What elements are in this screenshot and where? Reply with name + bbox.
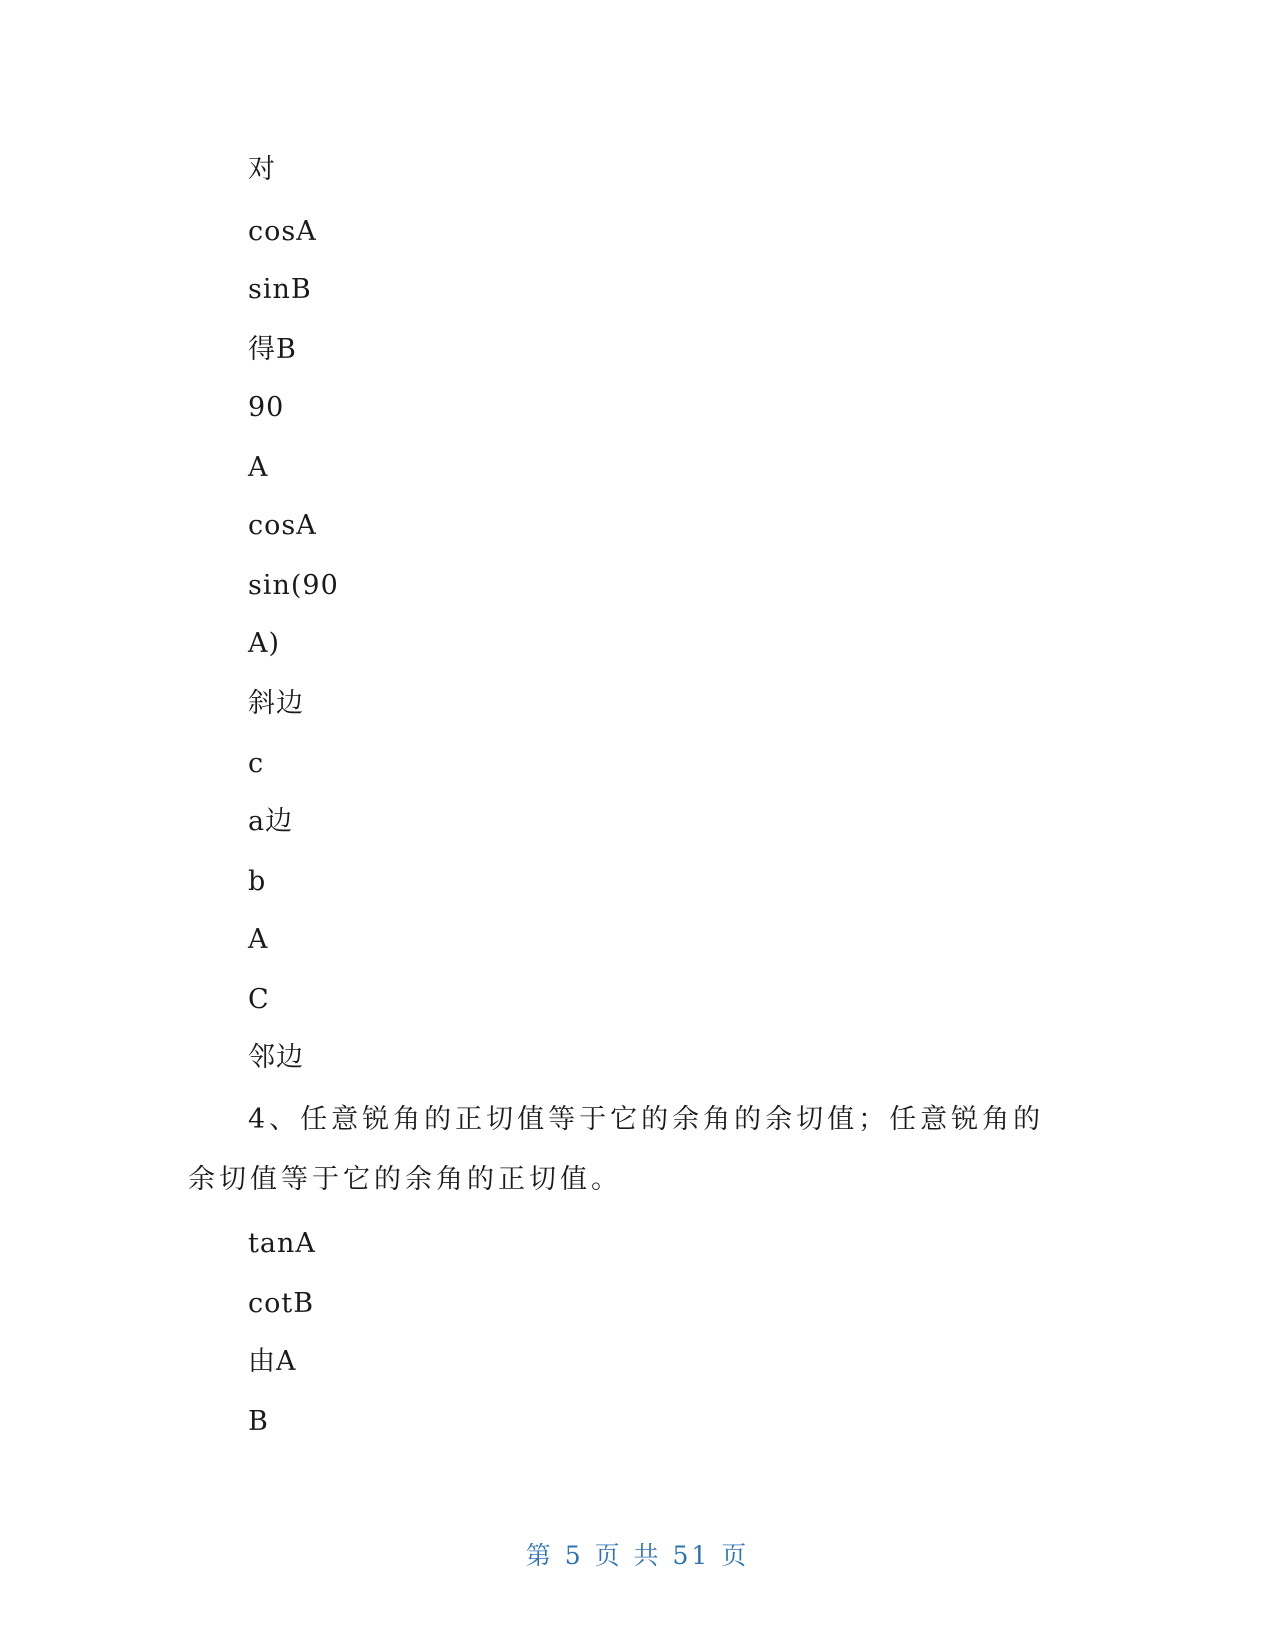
text-line: a边	[248, 806, 294, 837]
text-line: sinB	[248, 274, 312, 305]
text-line: sin(90	[248, 570, 339, 601]
page-footer: 第 5 页 共 51 页	[525, 1541, 750, 1570]
text-line: 对	[248, 154, 276, 185]
text-line: C	[248, 984, 270, 1015]
text-line: b	[248, 866, 267, 897]
text-line: cosA	[248, 510, 317, 541]
paragraph: 4、任意锐角的正切值等于它的余角的余切值；任意锐角的余切值等于它的余角的正切值。	[188, 1104, 1045, 1195]
text-line: 90	[248, 392, 285, 423]
text-line: 斜边	[248, 688, 304, 719]
text-line: c	[248, 748, 265, 779]
text-line: cotB	[248, 1288, 315, 1319]
text-line: 得B	[248, 334, 297, 365]
text-line: tanA	[248, 1228, 316, 1259]
text-line: cosA	[248, 216, 317, 247]
text-line: B	[248, 1406, 269, 1437]
text-line: 由A	[248, 1346, 297, 1377]
text-line: A)	[248, 628, 281, 659]
text-line: A	[248, 924, 269, 955]
text-line: A	[248, 452, 269, 483]
text-line: 邻边	[248, 1042, 304, 1073]
